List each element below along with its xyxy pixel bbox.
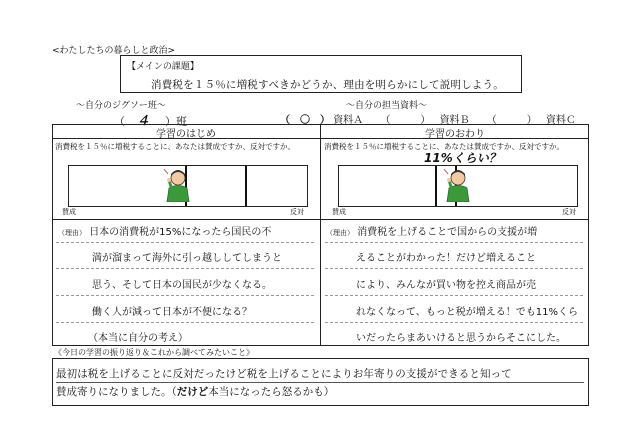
materials-heading: 〜自分の担当資料〜 [346,101,428,111]
begin-reason-line: （本当に自分の考え） [88,333,188,344]
material-b-mark: （ ） [380,115,431,126]
begin-reason-text: 日本の消費税が15%になったら国民の不 [89,227,272,238]
page-title: <わたしたちの暮らしと政治> [52,46,176,56]
begin-scale-marker [245,166,247,206]
reflection-line-2 [56,384,334,399]
main-theme-text: 消費税を１５％に増税すべきかどうか、理由を明らかにして説明しよう。 [151,79,504,91]
begin-reason-line: 思う、そして日本の国民が少なくなる。 [92,280,272,291]
end-handwritten-note: 11%くらい？ [424,151,501,165]
thinking-person-icon [440,168,476,202]
reflection-line-2-bold: だけど [176,386,209,398]
begin-question: 消費税を１５％に増税することに、あなたは賛成ですか、反対ですか。 [55,142,295,151]
reflection-line-1: 最初は税を上げることに反対だったけど税を上げることによりお年寄りの支援ができると知って [56,368,512,380]
material-b-label: 資料Ｂ [439,115,470,126]
begin-agree-label: 賛成 [62,208,76,216]
end-reason-line: により、みんなが買い物を控え商品が売 [356,280,536,291]
begin-reason-line: 満が溜まって海外に引っ越ししてしまうと [92,253,282,264]
end-reason-text: 消費税を上げることで国からの支援が増 [357,227,538,238]
end-agree-label: 賛成 [332,208,346,216]
end-reason-line: いだったらまあいけると思うからそこにした。 [356,333,566,344]
material-a-mark: （ 〇 ） [280,115,330,126]
thinking-person-icon [160,168,196,202]
end-scale-marker [435,166,437,206]
material-c-label: 資料Ｃ [545,115,576,126]
jigsaw-open: （ [114,115,125,128]
jigsaw-suffix: ）班 [165,115,188,128]
end-reason-line [326,223,537,238]
reflection-line-2-suffix: 本当になったら怒るかも） [208,386,335,398]
end-oppose-label: 反対 [562,208,576,216]
material-a-label: 資料Ａ [333,115,364,126]
begin-oppose-label: 反対 [290,208,304,216]
end-question: 消費税を１５％に増税することに、あなたは賛成ですか、反対ですか。 [324,142,564,151]
begin-reason-line [58,223,271,238]
jigsaw-heading: 〜自分のジグソー班〜 [76,101,166,111]
reflection-line-2-prefix: 賛成寄りになりました。（ [56,386,177,398]
end-header: 学習のおわり [425,129,485,140]
main-theme-label: 【メインの課題】 [127,62,199,72]
end-reason-tag: （理由） [326,229,354,237]
end-reason-line: えることがわかった！だけど増えること [356,253,536,264]
jigsaw-number: ４ [136,114,150,129]
begin-reason-tag: （理由） [58,229,86,237]
reflection-heading: 《今日の学習の振り返り＆これから調べてみたいこと》 [54,348,254,357]
begin-header: 学習のはじめ [156,129,216,140]
begin-reason-line: 働く人が減って日本が不便になる？ [92,307,252,318]
main-theme-box [120,55,522,93]
end-reason-line: れなくなって、もっと税が増える！でも11%くら [356,307,579,318]
material-c-mark: （ ） [486,115,537,126]
